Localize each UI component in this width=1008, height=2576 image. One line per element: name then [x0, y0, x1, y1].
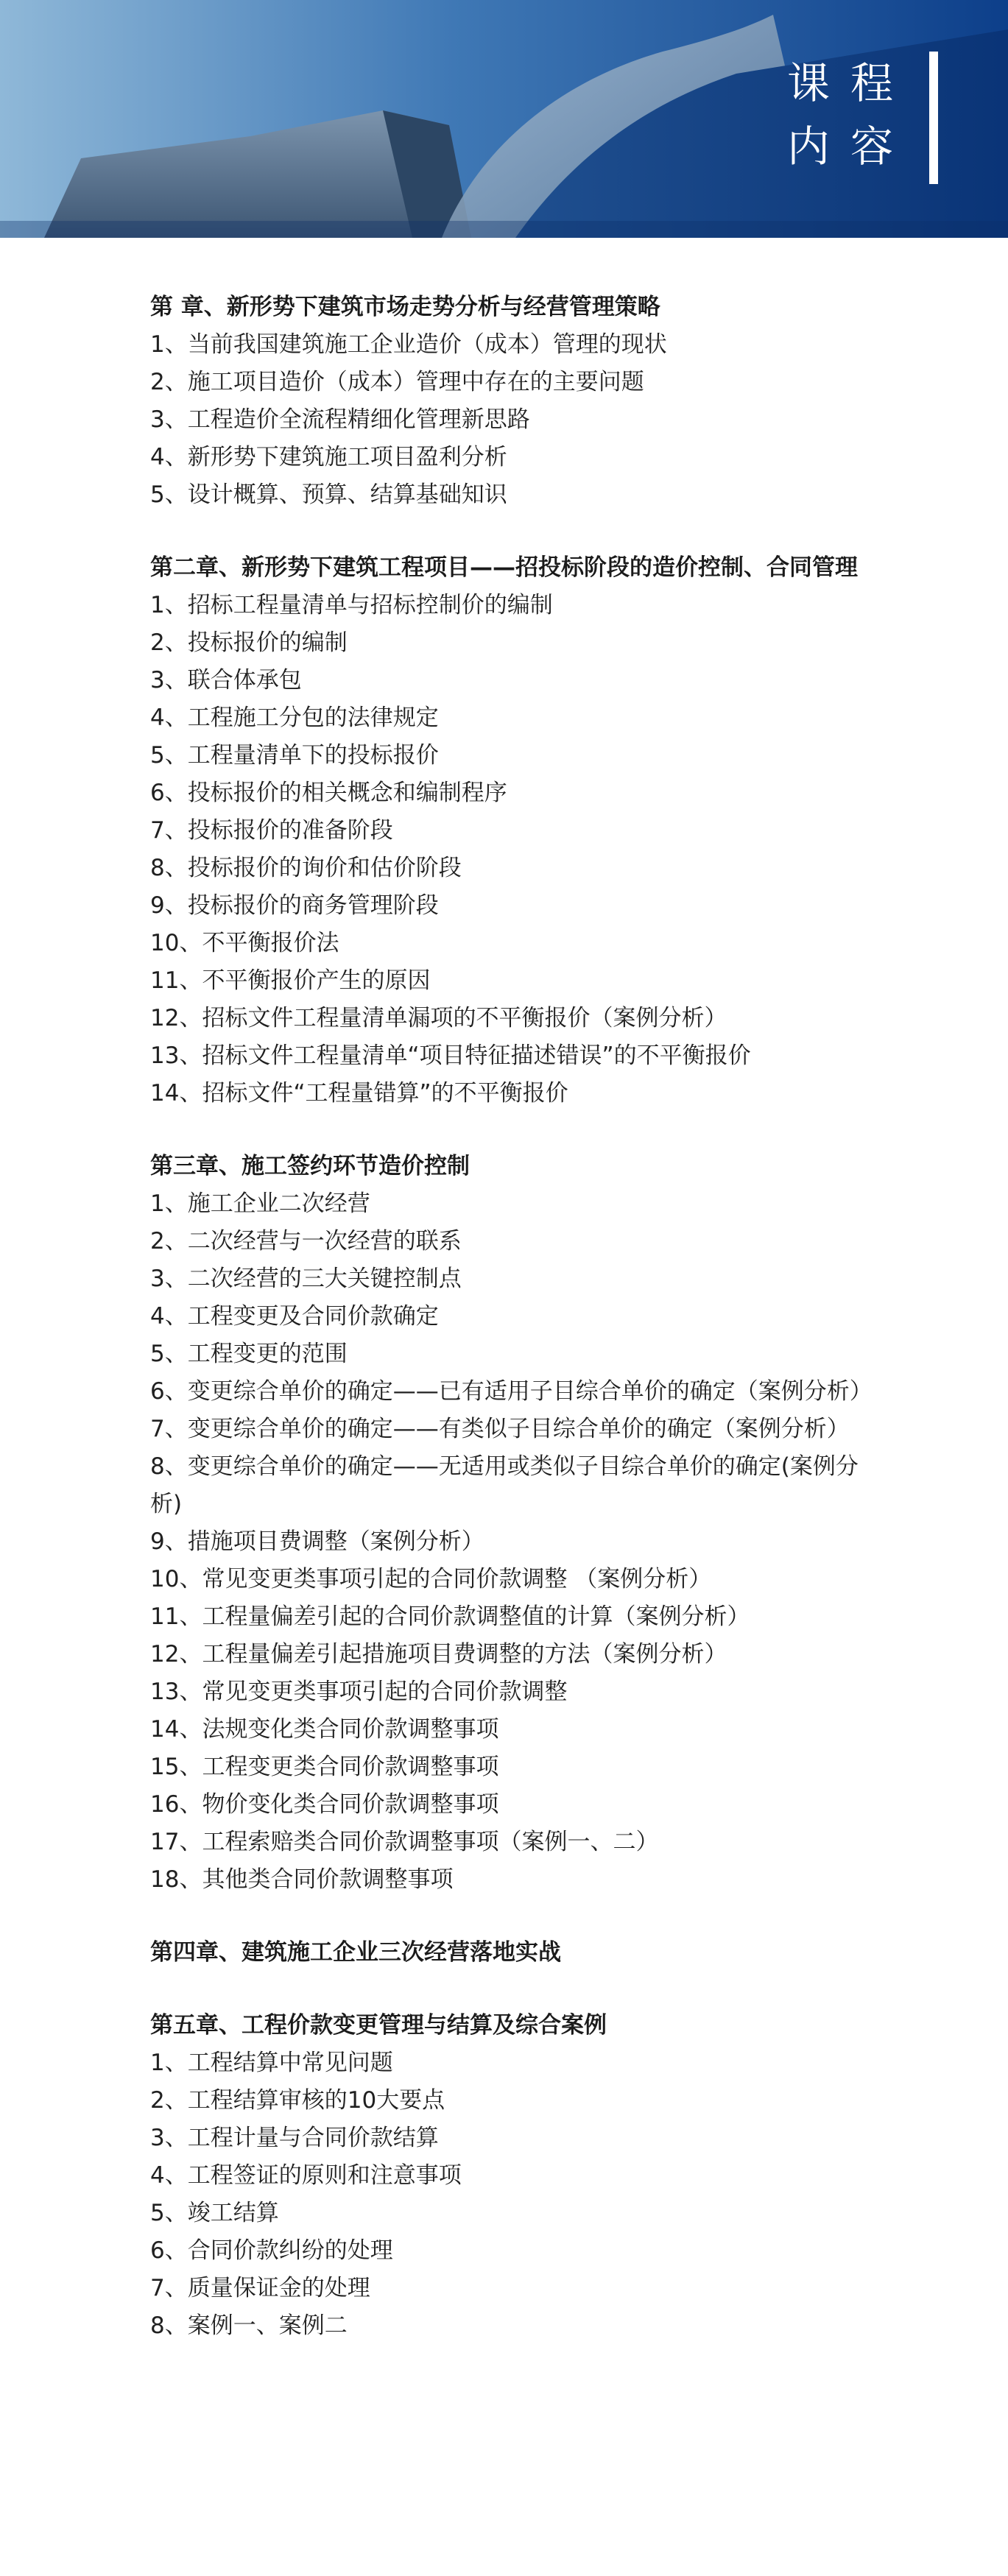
- list-item: 3、工程计量与合同价款结算: [150, 2125, 439, 2151]
- title-line-2: 内容: [786, 121, 914, 172]
- list-item: 11、不平衡报价产生的原因: [150, 967, 431, 994]
- list-item: 8、变更综合单价的确定——无适用或类似子目综合单价的确定(案例分析): [150, 1453, 859, 1517]
- list-item: 11、工程量偏差引起的合同价款调整值的计算（案例分析）: [150, 1603, 750, 1630]
- chapter-section: [150, 289, 887, 514]
- course-content: [150, 289, 887, 2380]
- list-item: 5、工程变更的范围: [150, 1341, 348, 1367]
- list-item: 1、招标工程量清单与招标控制价的编制: [150, 592, 553, 618]
- list-item: 4、工程变更及合同价款确定: [150, 1303, 439, 1330]
- list-item: 3、二次经营的三大关键控制点: [150, 1266, 462, 1292]
- chapter-section: [150, 1934, 887, 1972]
- title-line-1: 课程: [786, 58, 914, 108]
- list-item: 6、合同价款纠纷的处理: [150, 2237, 393, 2264]
- chapter-section: [150, 549, 887, 1112]
- list-item: 4、新形势下建筑施工项目盈利分析: [150, 444, 507, 470]
- chapter-title: 第四章、建筑施工企业三次经营落地实战: [150, 1939, 561, 1966]
- list-item: 9、投标报价的商务管理阶段: [150, 892, 439, 919]
- list-item: 1、施工企业二次经营: [150, 1190, 370, 1217]
- list-item: 10、常见变更类事项引起的合同价款调整 （案例分析）: [150, 1566, 712, 1592]
- list-item: 8、投标报价的询价和估价阶段: [150, 855, 462, 881]
- list-item: 5、设计概算、预算、结算基础知识: [150, 481, 507, 508]
- list-item: 17、工程索赔类合同价款调整事项（案例一、二）: [150, 1829, 659, 1855]
- chapter-section: [150, 2007, 887, 2345]
- chapter-section: [150, 1148, 887, 1899]
- chapter-title: 第二章、新形势下建筑工程项目——招投标阶段的造价控制、合同管理: [150, 554, 858, 581]
- list-item: 13、招标文件工程量清单“项目特征描述错误”的不平衡报价: [150, 1042, 751, 1069]
- list-item: 7、变更综合单价的确定——有类似子目综合单价的确定（案例分析）: [150, 1416, 850, 1442]
- list-item: 5、工程量清单下的投标报价: [150, 742, 439, 769]
- list-item: 10、不平衡报价法: [150, 930, 339, 956]
- list-item: 14、招标文件“工程量错算”的不平衡报价: [150, 1080, 568, 1107]
- chapter-title: 第 章、新形势下建筑市场走势分析与经营管理策略: [150, 294, 660, 320]
- list-item: 12、工程量偏差引起措施项目费调整的方法（案例分析）: [150, 1641, 727, 1668]
- chapter-title: 第三章、施工签约环节造价控制: [150, 1153, 470, 1179]
- title-accent-bar: [929, 52, 938, 184]
- chapter-title: 第五章、工程价款变更管理与结算及综合案例: [150, 2012, 607, 2039]
- list-item: 18、其他类合同价款调整事项: [150, 1866, 454, 1893]
- list-item: 14、法规变化类合同价款调整事项: [150, 1716, 499, 1743]
- list-item: 2、施工项目造价（成本）管理中存在的主要问题: [150, 369, 644, 395]
- list-item: 5、竣工结算: [150, 2200, 279, 2226]
- list-item: 3、联合体承包: [150, 667, 302, 694]
- banner-title: [787, 52, 914, 178]
- list-item: 9、措施项目费调整（案例分析）: [150, 1528, 484, 1555]
- header-banner: [0, 0, 1008, 238]
- list-item: 2、二次经营与一次经营的联系: [150, 1228, 462, 1255]
- list-item: 7、投标报价的准备阶段: [150, 817, 393, 844]
- list-item: 1、工程结算中常见问题: [150, 2050, 393, 2076]
- list-item: 4、工程施工分包的法律规定: [150, 705, 439, 731]
- list-item: 2、工程结算审核的10大要点: [150, 2087, 445, 2114]
- list-item: 3、工程造价全流程精细化管理新思路: [150, 406, 530, 433]
- list-item: 6、变更综合单价的确定——已有适用子目综合单价的确定（案例分析）: [150, 1378, 873, 1405]
- list-item: 4、工程签证的原则和注意事项: [150, 2162, 462, 2189]
- list-item: 16、物价变化类合同价款调整事项: [150, 1791, 499, 1818]
- list-item: 13、常见变更类事项引起的合同价款调整: [150, 1679, 568, 1705]
- list-item: 8、案例一、案例二: [150, 2312, 348, 2339]
- list-item: 2、投标报价的编制: [150, 629, 348, 656]
- list-item: 1、当前我国建筑施工企业造价（成本）管理的现状: [150, 331, 667, 358]
- list-item: 15、工程变更类合同价款调整事项: [150, 1754, 499, 1780]
- list-item: 6、投标报价的相关概念和编制程序: [150, 780, 507, 806]
- list-item: 12、招标文件工程量清单漏项的不平衡报价（案例分析）: [150, 1005, 727, 1031]
- list-item: 7、质量保证金的处理: [150, 2275, 370, 2301]
